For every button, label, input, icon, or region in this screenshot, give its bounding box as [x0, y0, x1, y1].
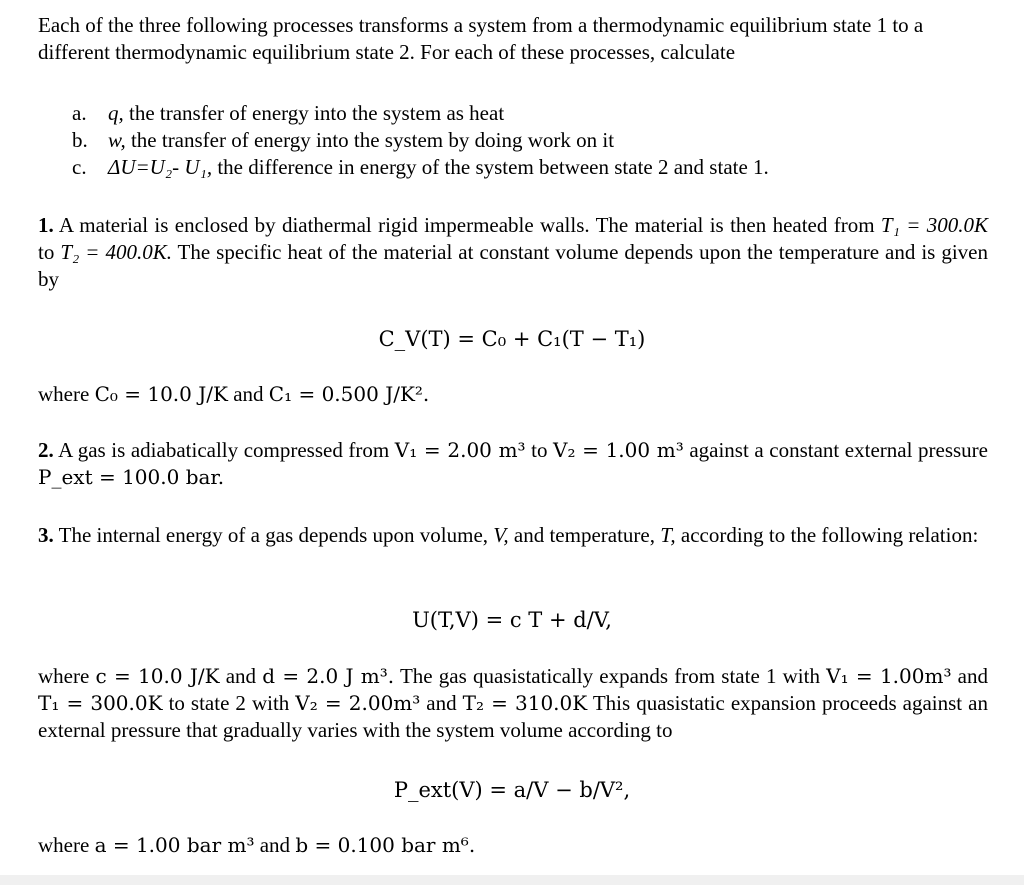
problem-1-equation: C_V(T) = C₀ + C₁(T − T₁)	[378, 327, 646, 351]
problem-3-final-where	[38, 832, 988, 859]
task-item-b	[72, 127, 972, 154]
problem-1-where	[38, 381, 988, 408]
problem-1-text: A material is enclosed by diathermal rigid impermeable walls. The material is then heated from	[53, 213, 881, 237]
problem-3-t: T,	[660, 523, 676, 547]
and-text: and	[254, 833, 296, 857]
and-text: and	[219, 664, 263, 688]
problem-3-v1: V₁ = 1.00m³	[826, 664, 952, 688]
task-label: a.	[72, 101, 87, 125]
c0-value: C₀ = 10.0 J/K	[94, 382, 228, 406]
problem-3-text: The internal energy of a gas depends upon volume,	[53, 523, 494, 547]
problem-1-t2: T₂ = 400.0K.	[60, 240, 172, 264]
d-value: d = 2.0 J m³.	[262, 664, 395, 688]
task-symbol: q,	[108, 101, 124, 125]
problem-2-paragraph	[38, 437, 988, 491]
task-text: the difference in energy of the system between state 2 and state 1.	[212, 155, 769, 179]
and-text: and	[951, 664, 988, 688]
pressure-equation: P_ext(V) = a/V − b/V²,	[393, 778, 631, 802]
task-item-c	[72, 154, 972, 181]
problem-2-v1: V₁ = 2.00 m³	[394, 438, 526, 462]
a-value: a = 1.00 bar m³	[94, 833, 255, 857]
problem-3-text: to state 2 with	[162, 691, 296, 715]
problem-2-text: against a constant external pressure	[683, 438, 988, 462]
problem-1-t1: T₁ = 300.0K	[880, 213, 988, 237]
and-text: and	[227, 382, 269, 406]
task-label: b.	[72, 128, 88, 152]
intro-paragraph	[38, 12, 988, 66]
problem-1-paragraph	[38, 212, 988, 293]
problem-3-text: according to the following relation:	[675, 523, 979, 547]
problem-1-number: 1.	[38, 213, 54, 237]
where-text: where	[38, 833, 95, 857]
problem-1-text: to	[38, 240, 61, 264]
and-text: and	[420, 691, 463, 715]
intro-text: Each of the three following processes transforms a system from a thermodynamic equilibrium state 1 to a different thermodynamic equilibrium state 2. For each of these processes, calculate	[38, 13, 924, 64]
task-symbol: ΔU=U₂- U₁,	[108, 155, 213, 179]
problem-1-text: The specific heat of the material at constant volume depends upon the temperature and is given by	[38, 240, 988, 291]
problem-3-t1: T₁ = 300.0K	[38, 691, 163, 715]
problem-3-text: The gas quasistatically expands from state 1 with	[394, 664, 827, 688]
problem-3-where-paragraph	[38, 663, 988, 744]
problem-3-v: V,	[493, 523, 509, 547]
problem-3-t2: T₂ = 310.0K	[462, 691, 588, 715]
problem-3-text: and temperature,	[508, 523, 661, 547]
problem-3-number: 3.	[38, 523, 54, 547]
c1-value: C₁ = 0.500 J/K².	[268, 382, 430, 406]
problem-2-v2: V₂ = 1.00 m³	[553, 438, 684, 462]
problem-2-text: to	[525, 438, 554, 462]
problem-2-number: 2.	[38, 438, 54, 462]
problem-3-equation: U(T,V) = c T + d/V,	[412, 608, 612, 632]
task-text: the transfer of energy into the system by doing work on it	[125, 128, 615, 152]
where-text: where	[38, 382, 95, 406]
problem-3-paragraph	[38, 522, 988, 549]
problem-2-pext: P_ext = 100.0 bar.	[38, 465, 225, 489]
task-item-a	[72, 100, 972, 127]
problem-3-v2: V₂ = 2.00m³	[295, 691, 421, 715]
b-value: b = 0.100 bar m⁶.	[295, 833, 476, 857]
problem-3-text: This quasistatic expansion proceeds against an external pressure that gradually varies with the system volume according to	[38, 691, 988, 742]
task-symbol: w,	[108, 128, 126, 152]
where-text: where	[38, 664, 96, 688]
c-value: c = 10.0 J/K	[95, 664, 220, 688]
page-bottom-edge	[0, 875, 1024, 885]
task-label: c.	[72, 155, 87, 179]
task-text: the transfer of energy into the system as heat	[123, 101, 505, 125]
problem-2-text: A gas is adiabatically compressed from	[53, 438, 395, 462]
task-list	[72, 100, 972, 181]
